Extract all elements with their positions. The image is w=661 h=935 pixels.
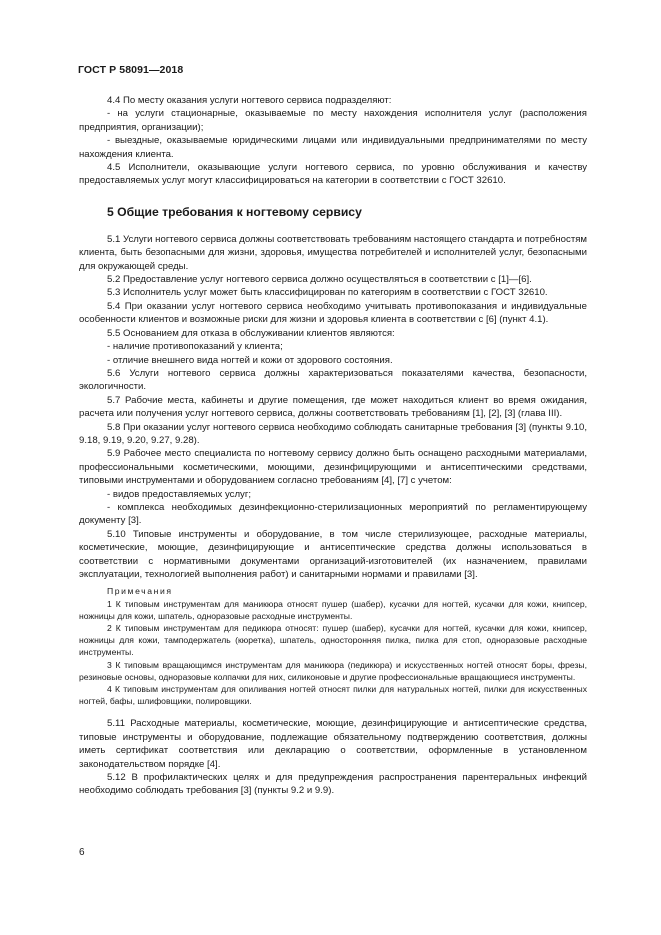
notes-heading: Примечания — [107, 586, 173, 597]
paragraph-5-10: 5.10 Типовые инструменты и оборудование, в том числе стерилизующее, расходные материалы, косметические, моющие, дезинфицирующие и антисептические средства должны использоваться в соответствии с нормативными документами организаций-изготовителей (их назначением, правилами эксплуатации, технологией выполнения работ) и санитарными нормами и правилами [3]. — [79, 528, 587, 580]
section-5-title: 5 Общие требования к ногтевому сервису — [107, 204, 362, 219]
note-item: 4 К типовым инструментам для опиливания ногтей относят пилки для натуральных ногтей, пилки для искусственных ногтей, бафы, шлифовщики, полировщики. — [79, 684, 587, 707]
list-item: - наличие противопоказаний у клиента; — [107, 341, 283, 353]
page-number: 6 — [79, 847, 85, 858]
list-item: - видов предоставляемых услуг; — [107, 488, 252, 500]
paragraph-5-11: 5.11 Расходные материалы, косметические, моющие, дезинфицирующие и антисептические средства, типовые инструменты и оборудование, подлежащие обязательному подтверждению соответствия, должны иметь сертификат соответствия или декларацию о соответствии, оформленные в установленном законодательством порядке [4]. — [79, 718, 587, 770]
paragraph-5-12: 5.12 В профилактических целях и для предупреждения распространения парентеральных инфекций необходимо соблюдать требования [3] (пункты 9.2 и 9.9). — [79, 772, 587, 797]
paragraph-5-3: 5.3 Исполнитель услуг может быть классифицирован по категориям в соответствии с ГОСТ 32610. — [107, 287, 548, 299]
paragraph-5-8: 5.8 При оказании услуг ногтевого сервиса необходимо соблюдать санитарные требования [3] (пункты 9.10, 9.18, 9.19, 9.20, 9.27, 9.28). — [79, 421, 587, 446]
notes-block — [79, 585, 587, 707]
paragraph-5-6: 5.6 Услуги ногтевого сервиса должны характеризоваться показателями качества, безопасности, экологичности. — [79, 367, 587, 393]
paragraph-5-2: 5.2 Предоставление услуг ногтевого сервиса должно осуществляться в соответствии с [1]—[6]. — [107, 274, 532, 286]
paragraph-4-5: 4.5 Исполнители, оказывающие услуги ногтевого сервиса, по уровню обслуживания и качеству предоставляемых услуг могут классифицироваться на категории в соответствии с ГОСТ 32610. — [79, 162, 587, 187]
list-item: - выездные, оказываемые юридическими лицами или индивидуальными предпринимателями по месту нахождения клиента. — [79, 135, 587, 160]
paragraph-5-4: 5.4 При оказании услуг ногтевого сервиса необходимо учитывать противопоказания и индивидуальные особенности клиентов и возможные риски для жизни и здоровья клиента в соответствии с [6] (пункт 4.1). — [79, 300, 587, 326]
note-item: 1 К типовым инструментам для маникюра относят пушер (шабер), кусачки для ногтей, кусачки для кожи, книпсер, ножницы для кожи, шпатель, одноразовые расходные инструменты. — [79, 598, 587, 621]
note-item: 2 К типовым инструментам для педикюра относят: пушер (шабер), кусачки для ногтей, кусачки для кожи, книпсер, ножницы для кожи, тамподержатель (кюретка), шпатель, односторонняя пилка, пилка для стоп, одноразовые расходные инструменты. — [79, 623, 587, 658]
paragraph-5-1: 5.1 Услуги ногтевого сервиса должны соответствовать требованиям настоящего стандарта и потребностям клиента, быть безопасными для жизни, здоровья, имущества потребителей и исполнителей услуг, безопасными для окружающей среды. — [79, 233, 587, 272]
list-item: - отличие внешнего вида ногтей и кожи от здорового состояния. — [107, 354, 393, 366]
note-item: 3 К типовым вращающимся инструментам для маникюра (педикюра) и искусственных ногтей относят боры, фрезы, резиновые основы, одноразовые колпачки для них, силиконовые и другие профессиональные вращающиеся инструменты. — [79, 659, 587, 682]
document-body — [79, 94, 587, 798]
list-item: - на услуги стационарные, оказываемые по месту нахождения исполнителя услуг (расположения предприятия, организации); — [79, 108, 587, 133]
paragraph-5-9: 5.9 Рабочее место специалиста по ногтевому сервису должно быть оснащено расходными материалами, профессиональными косметическими, моющими, дезинфицирующими и антисептическими средствами, типовыми инструментами и оборудованием согласно требованиям [4], [7] с учетом: — [79, 448, 587, 487]
list-item: - комплекса необходимых дезинфекционно-стерилизационных мероприятий по регламентирующему документу [3]. — [79, 501, 587, 527]
document-header: ГОСТ Р 58091—2018 — [78, 64, 184, 76]
paragraph-5-5: 5.5 Основанием для отказа в обслуживании клиентов являются: — [107, 327, 395, 339]
paragraph-5-7: 5.7 Рабочие места, кабинеты и другие помещения, где может находиться клиент во время ожидания, расчета или получения услуг ногтевого сервиса, должны соответствовать требованиям [1], [2], [3] (глава III). — [79, 394, 587, 420]
paragraph-4-4: 4.4 По месту оказания услуги ногтевого сервиса подразделяют: — [107, 95, 392, 106]
